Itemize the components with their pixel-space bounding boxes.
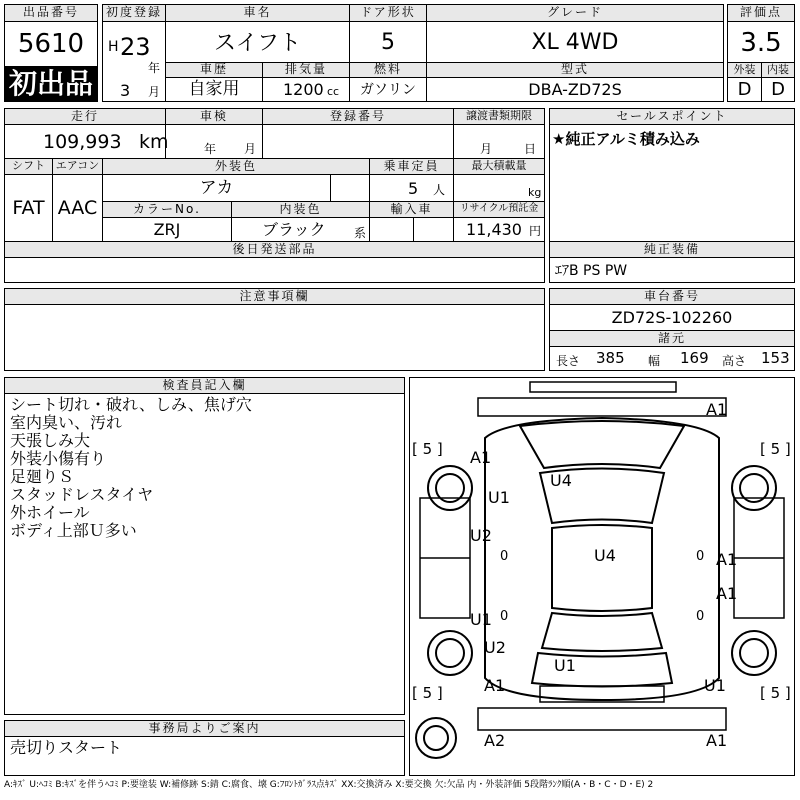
- mark-hood: U4: [550, 471, 572, 490]
- max-load-label: 最大積載量: [453, 158, 545, 175]
- office-notice-label: 事務局よりご案内: [4, 720, 405, 737]
- length-label: 長さ: [556, 354, 581, 368]
- model-code-label: 型式: [426, 62, 724, 78]
- inspector-note: スタッドレスタイヤ: [10, 485, 154, 504]
- import-box: [369, 217, 414, 242]
- mark-left-front-door: U2: [470, 526, 492, 545]
- lot-number-label: 出品番号: [4, 4, 98, 22]
- sales-point-box: [549, 124, 795, 242]
- office-notice-box: [4, 736, 405, 776]
- transfer-month-unit: 月: [480, 142, 493, 156]
- car-name: スイフト: [214, 31, 301, 56]
- displacement-unit: cc: [327, 85, 340, 98]
- mark-rear-bumper-left: A2: [484, 731, 506, 750]
- first-registration-box: [102, 21, 166, 102]
- inspector-note: シート切れ・破れ、しみ、焦げ穴: [10, 395, 252, 414]
- grade: XL 4WD: [531, 30, 619, 55]
- genuine-equipment-box: [549, 257, 795, 283]
- displacement-label: 排気量: [262, 62, 350, 78]
- model-code-box: [426, 77, 724, 102]
- inspection-month-unit: 月: [244, 142, 257, 156]
- door-type-box: [349, 21, 427, 63]
- score-label: 評価点: [727, 4, 795, 22]
- recycle-deposit-label: リサイクル預託金: [453, 201, 545, 218]
- month-unit: 月: [148, 85, 161, 99]
- air-conditioner: AAC: [57, 197, 98, 219]
- mark-roof: U4: [594, 546, 616, 565]
- interior-color: ブラック: [262, 220, 326, 239]
- registration-month: 3: [120, 81, 131, 100]
- registration-number-label: 登録番号: [262, 108, 454, 125]
- color-number-box: [102, 217, 232, 242]
- chassis-number-label: 車台番号: [549, 288, 795, 305]
- inspector-note: 室内臭い、汚れ: [10, 413, 123, 432]
- color-number: ZRJ: [153, 220, 181, 239]
- inspector-note: 外装小傷有り: [10, 449, 107, 468]
- score: 3.5: [740, 28, 782, 58]
- inspection-label: 車検: [165, 108, 263, 125]
- era: H: [108, 39, 119, 55]
- recycle-deposit-box: [453, 217, 545, 242]
- office-notice: 売切りスタート: [10, 738, 123, 757]
- mark-left-front-door-small: 0: [500, 549, 509, 564]
- mark-front-bumper: A1: [706, 400, 728, 419]
- right-rear-tire-bracket: [ 5 ]: [760, 684, 791, 702]
- max-load-box: [453, 174, 545, 202]
- height-label: 高さ: [722, 354, 747, 368]
- shift: FAT: [12, 197, 45, 219]
- recycle-unit: 円: [529, 224, 542, 238]
- grade-label: グレード: [426, 4, 724, 22]
- width-label: 幅: [648, 354, 661, 368]
- mark-right-rear-door: A1: [716, 584, 738, 603]
- import-label: 輸入車: [369, 201, 454, 218]
- car-name-box: [165, 21, 350, 63]
- mark-right-front-door: A1: [716, 550, 738, 569]
- mark-right-front-door-small: 0: [696, 549, 705, 564]
- door-count: 5: [381, 30, 395, 55]
- mark-left-rear-door-small: 0: [500, 609, 509, 624]
- car-outline-svg: [410, 378, 794, 775]
- car-name-label: 車名: [165, 4, 350, 22]
- fuel-type: ガソリン: [360, 82, 416, 98]
- genuine-equipment-label: 純正装備: [549, 241, 795, 258]
- mark-front-left-fender: A1: [470, 448, 492, 467]
- import-box-extra: [413, 217, 454, 242]
- mark-rear-bumper-right: A1: [706, 731, 728, 750]
- capacity-box: [369, 174, 454, 202]
- legend: A:ｷｽﾞ U:ﾍｺﾐ B:ｷｽﾞを伴うﾍｺﾐ P:要塗装 W:補修跡 S:錆 C:腐食、壊 G:ﾌﾛﾝﾄｶﾞﾗｽ点ｷｽﾞ XX:交換済み X:要交換 欠:欠品 内・外装評価 5段階ﾗﾝｸ順(A・B・C・D・E) 2: [4, 780, 654, 790]
- caution-label: 注意事項欄: [4, 288, 545, 305]
- interior-color-label: 内装色: [231, 201, 370, 218]
- transfer-deadline-box: [453, 124, 545, 159]
- inspection-year-unit: 年: [204, 142, 217, 156]
- exterior-color-label: 外装色: [102, 158, 370, 175]
- year-unit: 年: [148, 61, 161, 75]
- first-listing-badge: 初出品: [4, 66, 98, 102]
- interior-grade-label: 内装: [761, 62, 795, 78]
- transfer-deadline-label: 譲渡書類期限: [453, 108, 545, 125]
- capacity: 5: [408, 179, 419, 198]
- score-box: [727, 21, 795, 63]
- exterior-grade-box: [727, 77, 762, 102]
- mark-left-rear-quarter: U2: [484, 638, 506, 657]
- ac-box: [52, 174, 103, 242]
- fuel-label: 燃料: [349, 62, 427, 78]
- lot-number-box: [4, 21, 98, 67]
- damage-diagram: [409, 377, 795, 776]
- ac-label: エアコン: [52, 158, 103, 175]
- interior-color-box: [231, 217, 370, 242]
- dimensions-box: [549, 346, 795, 371]
- displacement: 1200: [283, 80, 324, 99]
- sales-point: ★純正アルミ積み込み: [552, 130, 700, 148]
- chassis-number: ZD72S-102260: [611, 308, 733, 327]
- shift-box: [4, 174, 53, 242]
- length: 385: [596, 349, 625, 367]
- inspection-box: [165, 124, 263, 159]
- caution-box: [4, 304, 545, 371]
- model-code: DBA-ZD72S: [528, 80, 622, 99]
- inspector-notes-label: 検査員記入欄: [4, 377, 405, 394]
- later-parts-label: 後日発送部品: [4, 241, 545, 258]
- interior-grade: D: [771, 79, 785, 100]
- history-box: [165, 77, 263, 102]
- interior-color-suffix: 系: [354, 226, 367, 240]
- transfer-day-unit: 日: [524, 142, 537, 156]
- grade-box: [426, 21, 724, 63]
- genuine-equipment: ｴｱB PS PW: [555, 263, 628, 279]
- exterior-color-extra: [330, 174, 370, 202]
- registration-number-box: [262, 124, 454, 159]
- vehicle-history: 自家用: [188, 79, 240, 99]
- displacement-box: [262, 77, 350, 102]
- shift-label: シフト: [4, 158, 53, 175]
- mark-right-rear-door-small: 0: [696, 609, 705, 624]
- inspector-note: 天張しみ大: [10, 431, 91, 450]
- mileage-box: [4, 124, 169, 159]
- width: 169: [680, 349, 709, 367]
- inspector-note: 外ホイール: [10, 503, 90, 522]
- first-registration-label: 初度登録: [102, 4, 166, 22]
- mark-hood-left: U1: [488, 488, 510, 507]
- capacity-unit: 人: [433, 183, 446, 197]
- color-number-label: カラーNo.: [102, 201, 232, 218]
- registration-year: 23: [120, 33, 151, 61]
- capacity-label: 乗車定員: [369, 158, 454, 175]
- dimensions-label: 諸元: [549, 330, 795, 347]
- left-rear-tire-bracket: [ 5 ]: [412, 684, 443, 702]
- mileage: 109,993: [43, 131, 122, 153]
- fuel-box: [349, 77, 427, 102]
- later-parts-box: [4, 257, 545, 283]
- mileage-label: 走行: [4, 108, 166, 125]
- sales-point-label: セールスポイント: [549, 108, 795, 125]
- history-label: 車歴: [165, 62, 263, 78]
- chassis-number-box: [549, 304, 795, 331]
- exterior-grade-label: 外装: [727, 62, 762, 78]
- inspector-note: ボディ上部Ｕ多い: [10, 521, 137, 540]
- mark-rear-right: U1: [704, 676, 726, 695]
- right-tire-bracket: [ 5 ]: [760, 440, 791, 458]
- interior-grade-box: [761, 77, 795, 102]
- lot-number: 5610: [17, 29, 85, 59]
- mark-trunk: U1: [554, 656, 576, 675]
- max-load-unit: kg: [528, 186, 542, 199]
- exterior-grade: D: [737, 79, 752, 100]
- mileage-unit: km: [139, 131, 169, 153]
- exterior-color: アカ: [199, 178, 234, 198]
- door-type-label: ドア形状: [349, 4, 427, 22]
- mark-rear-left: A1: [484, 676, 506, 695]
- left-tire-bracket: [ 5 ]: [412, 440, 443, 458]
- inspector-notes-box: [4, 393, 405, 715]
- exterior-color-box: [102, 174, 331, 202]
- height: 153: [761, 349, 790, 367]
- recycle-deposit: 11,430: [466, 220, 522, 239]
- mark-left-rear-door: U1: [470, 610, 492, 629]
- inspector-note: 足廻りＳ: [10, 467, 75, 486]
